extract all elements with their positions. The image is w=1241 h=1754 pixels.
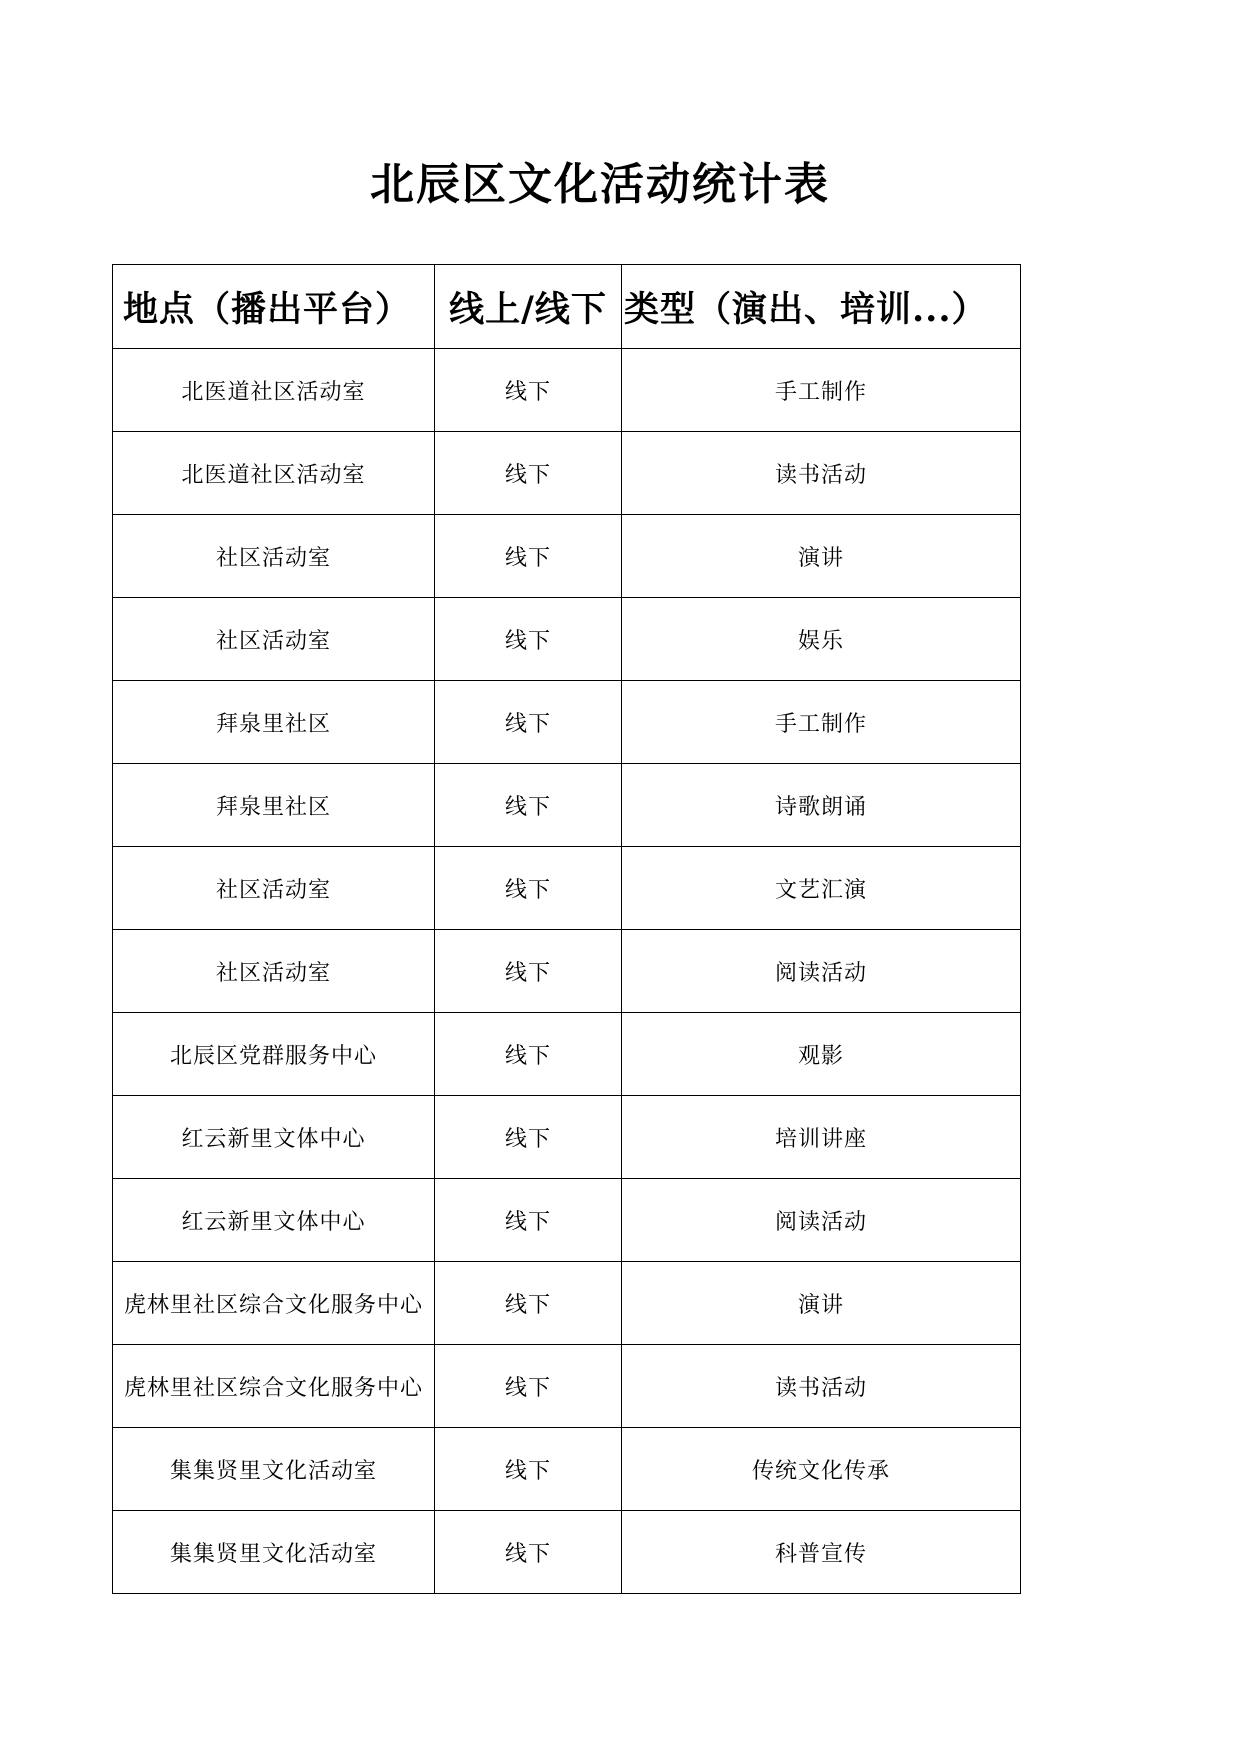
cell-type: 演讲 bbox=[622, 515, 1021, 598]
cell-type: 手工制作 bbox=[622, 681, 1021, 764]
table-row bbox=[113, 1096, 1021, 1179]
cell-location: 拜泉里社区 bbox=[113, 681, 435, 764]
table-row bbox=[113, 681, 1021, 764]
cell-location: 社区活动室 bbox=[113, 847, 435, 930]
cell-location: 北辰区党群服务中心 bbox=[113, 1013, 435, 1096]
table-row bbox=[113, 432, 1021, 515]
table-row bbox=[113, 515, 1021, 598]
cell-type: 娱乐 bbox=[622, 598, 1021, 681]
cell-location: 北医道社区活动室 bbox=[113, 432, 435, 515]
table-row bbox=[113, 1013, 1021, 1096]
cell-mode: 线下 bbox=[435, 1511, 622, 1594]
cell-mode: 线下 bbox=[435, 1345, 622, 1428]
cell-location: 虎林里社区综合文化服务中心 bbox=[113, 1262, 435, 1345]
table-row bbox=[113, 349, 1021, 432]
cell-location: 社区活动室 bbox=[113, 515, 435, 598]
table-header-row bbox=[113, 265, 1021, 349]
table-row bbox=[113, 1179, 1021, 1262]
page-title: 北辰区文化活动统计表 bbox=[370, 159, 830, 210]
table-row bbox=[113, 1428, 1021, 1511]
cell-mode: 线下 bbox=[435, 515, 622, 598]
cell-mode: 线下 bbox=[435, 764, 622, 847]
cell-location: 集集贤里文化活动室 bbox=[113, 1428, 435, 1511]
cell-mode: 线下 bbox=[435, 432, 622, 515]
table-row bbox=[113, 1511, 1021, 1594]
cell-location: 北医道社区活动室 bbox=[113, 349, 435, 432]
cell-type: 演讲 bbox=[622, 1262, 1021, 1345]
cell-mode: 线下 bbox=[435, 847, 622, 930]
cell-type: 读书活动 bbox=[622, 432, 1021, 515]
cell-type: 培训讲座 bbox=[622, 1096, 1021, 1179]
cell-type: 文艺汇演 bbox=[622, 847, 1021, 930]
cell-mode: 线下 bbox=[435, 1428, 622, 1511]
cell-mode: 线下 bbox=[435, 1013, 622, 1096]
cell-type: 阅读活动 bbox=[622, 930, 1021, 1013]
table-row bbox=[113, 1345, 1021, 1428]
header-type: 类型（演出、培训...） bbox=[622, 265, 1021, 349]
cell-type: 手工制作 bbox=[622, 349, 1021, 432]
header-mode: 线上/线下 bbox=[435, 265, 622, 349]
cell-mode: 线下 bbox=[435, 349, 622, 432]
cell-type: 读书活动 bbox=[622, 1345, 1021, 1428]
table-row bbox=[113, 764, 1021, 847]
table-row bbox=[113, 847, 1021, 930]
cell-type: 观影 bbox=[622, 1013, 1021, 1096]
cell-type: 诗歌朗诵 bbox=[622, 764, 1021, 847]
cell-mode: 线下 bbox=[435, 681, 622, 764]
cell-location: 虎林里社区综合文化服务中心 bbox=[113, 1345, 435, 1428]
cell-mode: 线下 bbox=[435, 1096, 622, 1179]
cell-location: 社区活动室 bbox=[113, 598, 435, 681]
cell-location: 拜泉里社区 bbox=[113, 764, 435, 847]
table-row bbox=[113, 598, 1021, 681]
cell-mode: 线下 bbox=[435, 1262, 622, 1345]
activity-table bbox=[112, 264, 1021, 1594]
cell-location: 社区活动室 bbox=[113, 930, 435, 1013]
cell-type: 阅读活动 bbox=[622, 1179, 1021, 1262]
cell-location: 红云新里文体中心 bbox=[113, 1179, 435, 1262]
cell-type: 传统文化传承 bbox=[622, 1428, 1021, 1511]
cell-location: 集集贤里文化活动室 bbox=[113, 1511, 435, 1594]
table-row bbox=[113, 930, 1021, 1013]
cell-type: 科普宣传 bbox=[622, 1511, 1021, 1594]
cell-mode: 线下 bbox=[435, 1179, 622, 1262]
cell-location: 红云新里文体中心 bbox=[113, 1096, 435, 1179]
table-row bbox=[113, 1262, 1021, 1345]
cell-mode: 线下 bbox=[435, 930, 622, 1013]
cell-mode: 线下 bbox=[435, 598, 622, 681]
header-location: 地点（播出平台） bbox=[113, 265, 435, 349]
